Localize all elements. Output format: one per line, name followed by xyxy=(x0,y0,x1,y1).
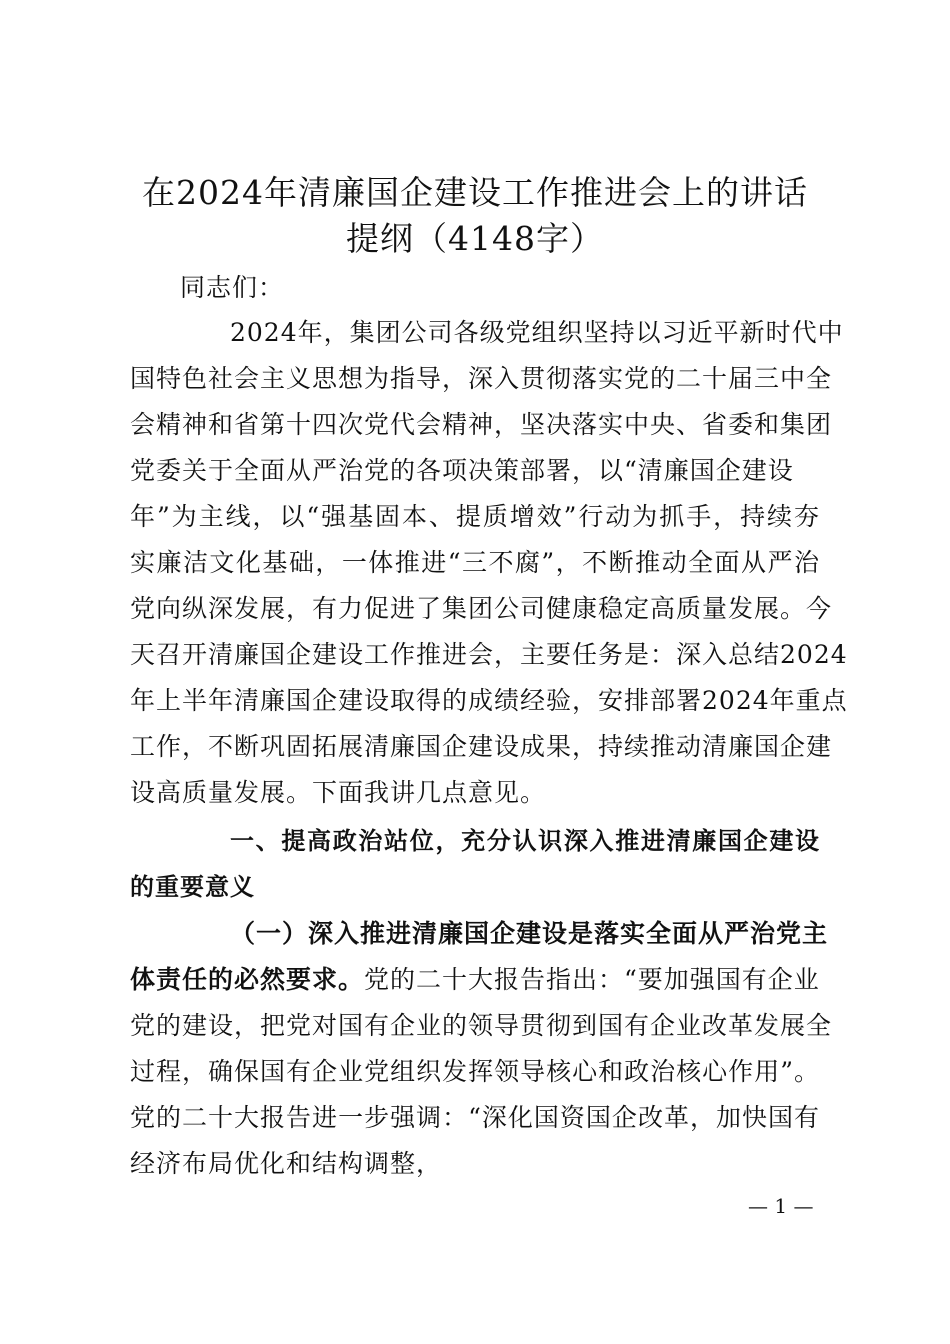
section-heading-line: 一、提高政治站位，充分认识深入推进清廉国企建设 xyxy=(230,827,820,855)
paragraph-text: 党的二十大报告指出：“要加强国有企业 xyxy=(364,965,820,994)
paragraph-line: 实廉洁文化基础，一体推进“三不腐”，不断推动全面从严治 xyxy=(130,548,820,577)
paragraph-line: 天召开清廉国企建设工作推进会，主要任务是：深入总结2024 xyxy=(130,640,848,669)
section-heading-line: 的重要意义 xyxy=(130,873,255,901)
paragraph-line: 设高质量发展。下面我讲几点意见。 xyxy=(130,778,547,807)
salutation: 同志们： xyxy=(180,273,285,302)
paragraph-line: 2024年，集团公司各级党组织坚持以习近平新时代中 xyxy=(230,318,844,347)
document-title-line-1: 在2024年清廉国企建设工作推进会上的讲话 xyxy=(142,173,808,212)
paragraph-line: 会精神和省第十四次党代会精神，坚决落实中央、省委和集团 xyxy=(130,410,833,439)
paragraph-line-mixed xyxy=(130,962,820,998)
paragraph-line: 国特色社会主义思想为指导，深入贯彻落实党的二十届三中全 xyxy=(130,364,833,393)
subsection-heading-tail: 体责任的必然要求。 xyxy=(130,965,365,994)
paragraph-line: 年”为主线，以“强基固本、提质增效”行动为抓手，持续夯 xyxy=(130,502,820,531)
paragraph-line: 过程，确保国有企业党组织发挥领导核心和政治核心作用”。 xyxy=(130,1057,820,1086)
paragraph-line: 年上半年清廉国企建设取得的成绩经验，安排部署2024年重点 xyxy=(130,686,848,715)
document-title-line-2: 提纲（4148字） xyxy=(346,219,604,258)
paragraph-line: 党委关于全面从严治党的各项决策部署，以“清廉国企建设 xyxy=(130,456,794,485)
paragraph-line: 党向纵深发展，有力促进了集团公司健康稳定高质量发展。今 xyxy=(130,594,833,623)
page-number: — 1 — xyxy=(748,1194,814,1218)
paragraph-line: 党的二十大报告进一步强调：“深化国资国企改革，加快国有 xyxy=(130,1103,820,1132)
paragraph-line: 工作，不断巩固拓展清廉国企建设成果，持续推动清廉国企建 xyxy=(130,732,833,761)
subsection-heading-line: （一）深入推进清廉国企建设是落实全面从严治党主 xyxy=(230,919,829,948)
paragraph-line: 党的建设，把党对国有企业的领导贯彻到国有企业改革发展全 xyxy=(130,1011,833,1040)
paragraph-line: 经济布局优化和结构调整， xyxy=(130,1149,443,1178)
